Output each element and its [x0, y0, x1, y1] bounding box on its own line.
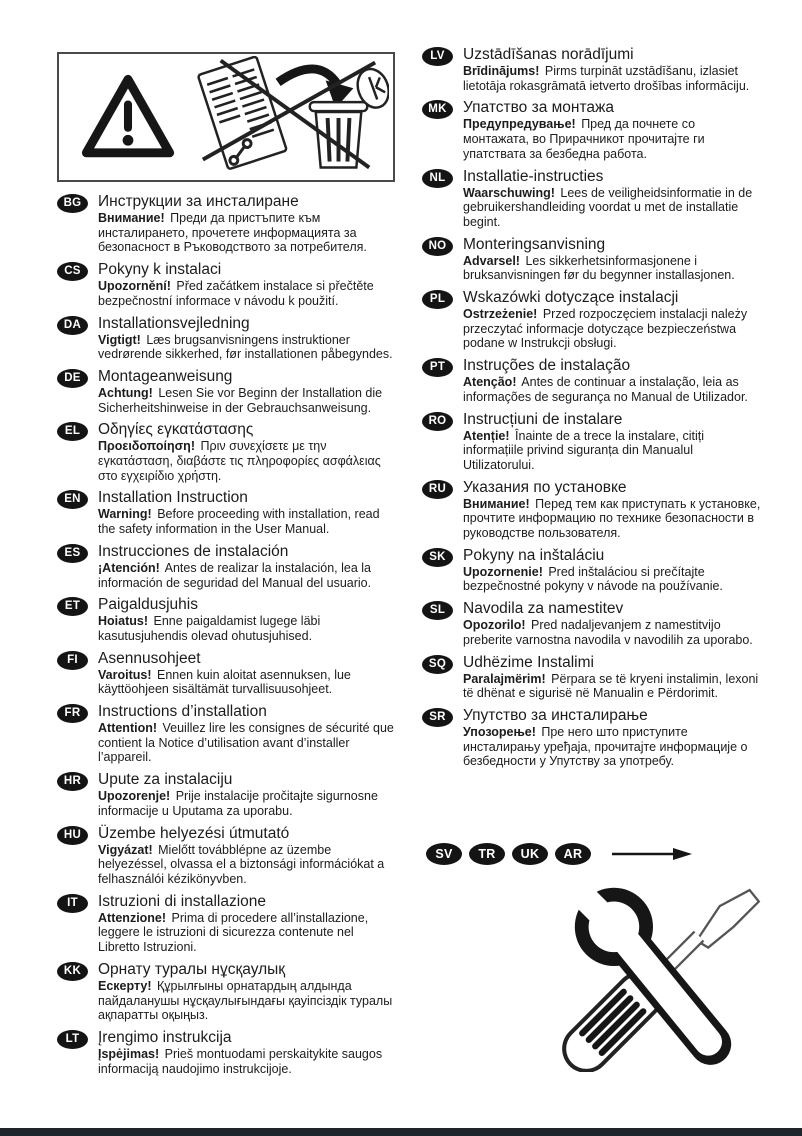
warning-word: Hoiatus!	[98, 614, 148, 629]
language-code-badge: SK	[422, 548, 453, 567]
warning-word: Varoitus!	[98, 667, 152, 682]
warning-word: Ostrzeżenie!	[463, 307, 538, 322]
language-code-badge: ES	[57, 544, 88, 563]
section-title: Упутство за инсталирање	[463, 706, 648, 724]
language-code-badge: EL	[57, 422, 88, 441]
section-text	[463, 99, 762, 161]
language-column-left	[57, 193, 397, 1082]
section-title: Istruzioni di installazione	[98, 892, 267, 910]
section-text	[98, 421, 397, 483]
warning-word: Ескерту!	[98, 978, 152, 993]
language-section	[57, 650, 397, 697]
section-title: Asennusohjeet	[98, 649, 201, 667]
section-title: Орнату туралы нұсқаулық	[98, 960, 286, 978]
warning-word: Προειδοποίηση!	[98, 439, 195, 454]
section-body	[463, 254, 762, 283]
language-section	[57, 596, 397, 643]
language-section	[57, 893, 397, 955]
section-body	[463, 497, 762, 541]
section-body	[463, 429, 762, 473]
language-section	[422, 99, 762, 161]
section-text	[463, 236, 762, 283]
right-arrow-icon	[610, 846, 696, 862]
language-section	[422, 236, 762, 283]
section-body	[463, 618, 762, 647]
section-text	[463, 600, 762, 647]
section-title: Инструкции за инсталиране	[98, 193, 299, 210]
section-text	[98, 771, 397, 818]
section-body	[463, 672, 762, 701]
language-code-badge: PT	[422, 358, 453, 377]
section-text	[463, 411, 762, 473]
section-body	[98, 789, 397, 818]
section-title: Installationsvejledning	[98, 314, 250, 332]
warning-word: Opozorilo!	[463, 618, 526, 633]
warning-word: Attenzione!	[98, 910, 167, 925]
body-text: Pred inštaláciou si prečítajte bezpečnostné pokyny v návode na používanie.	[463, 564, 723, 594]
language-section	[57, 489, 397, 536]
warning-triangle-icon	[81, 67, 175, 167]
section-title: Pokyny k instalaci	[98, 261, 222, 279]
warning-word: Atenção!	[463, 375, 517, 390]
section-text	[98, 368, 397, 415]
body-text: Antes de realizar la instalación, lea la información de seguridad del Manual del usuario.	[98, 560, 372, 590]
section-text	[463, 479, 762, 541]
section-title: Udhëzime Instalimi	[463, 653, 594, 671]
section-text	[98, 961, 397, 1023]
language-column-right	[422, 46, 762, 775]
section-title: Указания по установке	[463, 478, 627, 496]
warning-word: Achtung!	[98, 385, 153, 400]
language-code-badge: MK	[422, 100, 453, 119]
section-title: Paigaldusjuhis	[98, 596, 198, 614]
language-section	[57, 261, 397, 308]
language-code-badge: BG	[57, 194, 88, 213]
warning-word: Brīdinājums!	[463, 64, 540, 78]
bottom-bar	[0, 1128, 802, 1136]
section-text	[98, 703, 397, 765]
body-text: Læs brugsanvisningens instruktioner vedrørende sikkerhed, før installationen påbegyndes.	[98, 332, 393, 362]
section-text	[98, 543, 397, 590]
language-code-badge: PL	[422, 290, 453, 309]
language-section	[57, 771, 397, 818]
section-title: Wskazówki dotyczące instalacji	[463, 289, 679, 307]
section-text	[98, 193, 397, 255]
section-body	[98, 279, 397, 308]
body-text: Пред да почнете со монтажата, во Прирачникот прочитајте ги упатствата за безбедна работа.	[463, 117, 705, 161]
section-text	[98, 315, 397, 362]
section-body	[98, 211, 397, 255]
body-text: Пре него што приступите инсталирању уређаја, прочитајте информације о безбедности у Упутству за употребу.	[463, 724, 748, 769]
language-section	[57, 315, 397, 362]
section-title: Οδηγίες εγκατάστασης	[98, 421, 254, 439]
section-body	[98, 721, 397, 765]
section-body	[98, 386, 397, 415]
body-text: Les sikkerhetsinformasjonene i bruksanvisningen før du begynner installasjonen.	[463, 253, 735, 283]
section-text	[98, 1029, 397, 1076]
body-text: Enne paigaldamist lugege läbi kasutusjuhendis olevad ohutusjuhised.	[98, 614, 321, 643]
language-code-badge: FI	[57, 651, 88, 670]
warning-illustration-box	[57, 52, 395, 182]
wrench-screwdriver-icon	[538, 876, 768, 1072]
section-body	[463, 375, 762, 404]
section-body	[98, 911, 397, 955]
section-text	[98, 893, 397, 955]
section-body	[98, 979, 397, 1023]
language-section	[57, 825, 397, 887]
body-text: Lesen Sie vor Beginn der Installation die Sicherheitshinweise in der Gebrauchsanweisung.	[98, 385, 383, 415]
language-code-badge: EN	[57, 490, 88, 509]
language-section	[57, 368, 397, 415]
language-section	[57, 543, 397, 590]
body-text: Pirms turpināt uzstādīšanu, izlasiet lietotāja rokasgrāmatā ietverto drošības informāciju.	[463, 64, 750, 93]
section-text	[98, 650, 397, 697]
body-text: Before proceeding with installation, read the safety information in the User Manual.	[98, 507, 380, 537]
section-text	[463, 707, 762, 769]
language-code-badge: DE	[57, 369, 88, 388]
body-text: Përpara se të kryeni instalimin, lexoni të dhënat e sigurisë në Manualin e Përdorimit.	[463, 671, 759, 701]
section-body	[98, 439, 397, 483]
warning-word: Paralajmërim!	[463, 671, 546, 686]
language-code-badge: UK	[512, 843, 548, 865]
language-code-badge: NO	[422, 237, 453, 256]
section-title: Instrucțiuni de instalare	[463, 410, 623, 428]
body-text: Przed rozpoczęciem instalacji należy przeczytać informacje dotyczące bezpieczeństwa podane w Instrukcji obsługi.	[463, 307, 748, 351]
section-body	[98, 843, 397, 887]
language-section	[422, 46, 762, 93]
section-text	[463, 357, 762, 404]
warning-word: Advarsel!	[463, 253, 520, 268]
language-section	[57, 703, 397, 765]
warning-word: Įspėjimas!	[98, 1046, 160, 1061]
other-languages-row	[426, 843, 696, 865]
language-section	[57, 1029, 397, 1076]
section-text	[463, 46, 762, 93]
section-text	[463, 654, 762, 701]
warning-word: Attention!	[98, 721, 158, 736]
language-code-badge: AR	[555, 843, 591, 865]
body-text: Ennen kuin aloitat asennuksen, lue käyttöohjeen sisältämät turvallisuusohjeet.	[98, 667, 351, 697]
language-code-badge: SR	[422, 708, 453, 727]
warning-word: Внимание!	[463, 496, 530, 511]
body-text: Před začátkem instalace si přečtěte bezpečnostní informace v návodu k použití.	[98, 279, 374, 308]
section-text	[98, 825, 397, 887]
section-text	[98, 596, 397, 643]
body-text: Înainte de a trece la instalare, citiți informațiile privind siguranța din Manualul Utilizatorului.	[463, 428, 705, 472]
language-section	[422, 289, 762, 351]
language-code-badge: KK	[57, 962, 88, 981]
warning-word: Upozornenie!	[463, 564, 543, 579]
section-title: Instruções de instalação	[463, 357, 631, 375]
language-section	[422, 411, 762, 473]
warning-word: Внимание!	[98, 211, 165, 225]
section-body	[463, 186, 762, 230]
language-section	[422, 600, 762, 647]
section-body	[98, 561, 397, 590]
section-body	[98, 614, 397, 643]
language-code-badge: RO	[422, 412, 453, 431]
body-text: Prije instalacije pročitajte sigurnosne informacije u Uputama za uporabu.	[98, 789, 378, 818]
language-code-badge: LV	[422, 47, 453, 66]
warning-word: Vigtigt!	[98, 332, 141, 347]
warning-word: Предупредување!	[463, 117, 576, 132]
language-code-badge: SQ	[422, 655, 453, 674]
section-body	[98, 507, 397, 536]
language-section	[57, 193, 397, 255]
language-code-badge: FR	[57, 704, 88, 723]
section-title: Installation Instruction	[98, 489, 248, 507]
warning-word: ¡Atención!	[98, 560, 160, 575]
language-section	[422, 168, 762, 230]
section-body	[98, 1047, 397, 1076]
language-code-badge: LT	[57, 1030, 88, 1049]
body-text: Lees de veiligheidsinformatie in de gebruikershandleiding voordat u met de installatie begint.	[463, 185, 753, 229]
badge-group	[426, 843, 591, 865]
body-text: Mielőtt továbblépne az üzembe helyezéssel, olvassa el a biztonsági információkat a felhasználói kézikönyvben.	[98, 842, 385, 886]
language-code-badge: ET	[57, 597, 88, 616]
language-code-badge: DA	[57, 316, 88, 335]
section-text	[463, 168, 762, 230]
language-section	[422, 547, 762, 594]
section-title: Įrengimo instrukcija	[98, 1028, 232, 1046]
section-text	[463, 289, 762, 351]
warning-word: Waarschuwing!	[463, 185, 555, 200]
language-section	[57, 421, 397, 483]
section-text	[98, 261, 397, 308]
language-section	[422, 357, 762, 404]
body-text: Veuillez lire les consignes de sécurité que contient la Notice d’utilisation avant d’installer l’appareil.	[98, 721, 394, 765]
section-body	[463, 725, 762, 769]
warning-word: Upozornění!	[98, 279, 171, 294]
section-title: Упатство за монтажа	[463, 99, 614, 117]
language-section	[422, 654, 762, 701]
section-title: Instructions d’installation	[98, 703, 267, 721]
arrow-wrap	[610, 846, 696, 862]
section-body	[463, 64, 762, 93]
language-code-badge: TR	[469, 843, 505, 865]
body-text: Prima di procedere all’installazione, leggere le istruzioni di sicurezza contenute nel Libretto Istruzioni.	[98, 910, 369, 955]
section-title: Navodila za namestitev	[463, 600, 624, 618]
section-text	[98, 489, 397, 536]
section-text	[463, 547, 762, 594]
language-code-badge: SL	[422, 601, 453, 620]
language-code-badge: IT	[57, 894, 88, 913]
body-text: Перед тем как приступать к установке, прочтите информацию по технике безопасности в руководстве пользователя.	[463, 496, 761, 541]
section-title: Uzstādīšanas norādījumi	[463, 46, 634, 63]
language-section	[422, 479, 762, 541]
language-code-badge: SV	[426, 843, 462, 865]
section-title: Montageanweisung	[98, 367, 233, 385]
section-title: Pokyny na inštaláciu	[463, 546, 605, 564]
section-body	[98, 333, 397, 362]
language-section	[57, 961, 397, 1023]
section-body	[463, 117, 762, 161]
language-section	[422, 707, 762, 769]
language-code-badge: HU	[57, 826, 88, 845]
language-code-badge: NL	[422, 169, 453, 188]
body-text: Pred nadaljevanjem z namestitvijo preberite varnostna navodila v navodilih za uporabo.	[463, 618, 753, 647]
body-text: Преди да пристъпите към инсталирането, прочетете информацията за безопасност в Ръководството за потребителя.	[98, 211, 367, 255]
section-body	[463, 565, 762, 594]
section-title: Monteringsanvisning	[463, 235, 606, 253]
body-text: Prieš montuodami perskaitykite saugos informaciją naudojimo instrukcijoje.	[98, 1046, 383, 1076]
section-title: Upute za instalaciju	[98, 771, 233, 789]
body-text: Құрылғыны орнатардың алдында пайдаланушы нұсқаулығындағы қауіпсіздік туралы ақпаратты оқыңыз.	[98, 978, 393, 1023]
section-title: Üzembe helyezési útmutató	[98, 824, 290, 842]
body-text: Antes de continuar a instalação, leia as informações de segurança no Manual de Utilizador.	[463, 375, 748, 404]
warning-word: Vigyázat!	[98, 842, 153, 857]
section-title: Installatie-instructies	[463, 167, 604, 185]
warning-word: Atenție!	[463, 428, 510, 443]
section-title: Instrucciones de instalación	[98, 542, 289, 560]
language-code-badge: HR	[57, 772, 88, 791]
warning-word: Upozorenje!	[98, 789, 171, 804]
warning-word: Warning!	[98, 507, 152, 522]
language-code-badge: RU	[422, 480, 453, 499]
warning-word: Упозорење!	[463, 724, 536, 739]
section-body	[98, 668, 397, 697]
body-text: Πριν συνεχίσετε με την εγκατάσταση, διαβάστε τις πληροφορίες ασφάλειας στο εγχειρίδιο χρήστη.	[98, 439, 381, 483]
section-body	[463, 307, 762, 351]
discard-manual-icon	[191, 56, 389, 176]
language-code-badge: CS	[57, 262, 88, 281]
